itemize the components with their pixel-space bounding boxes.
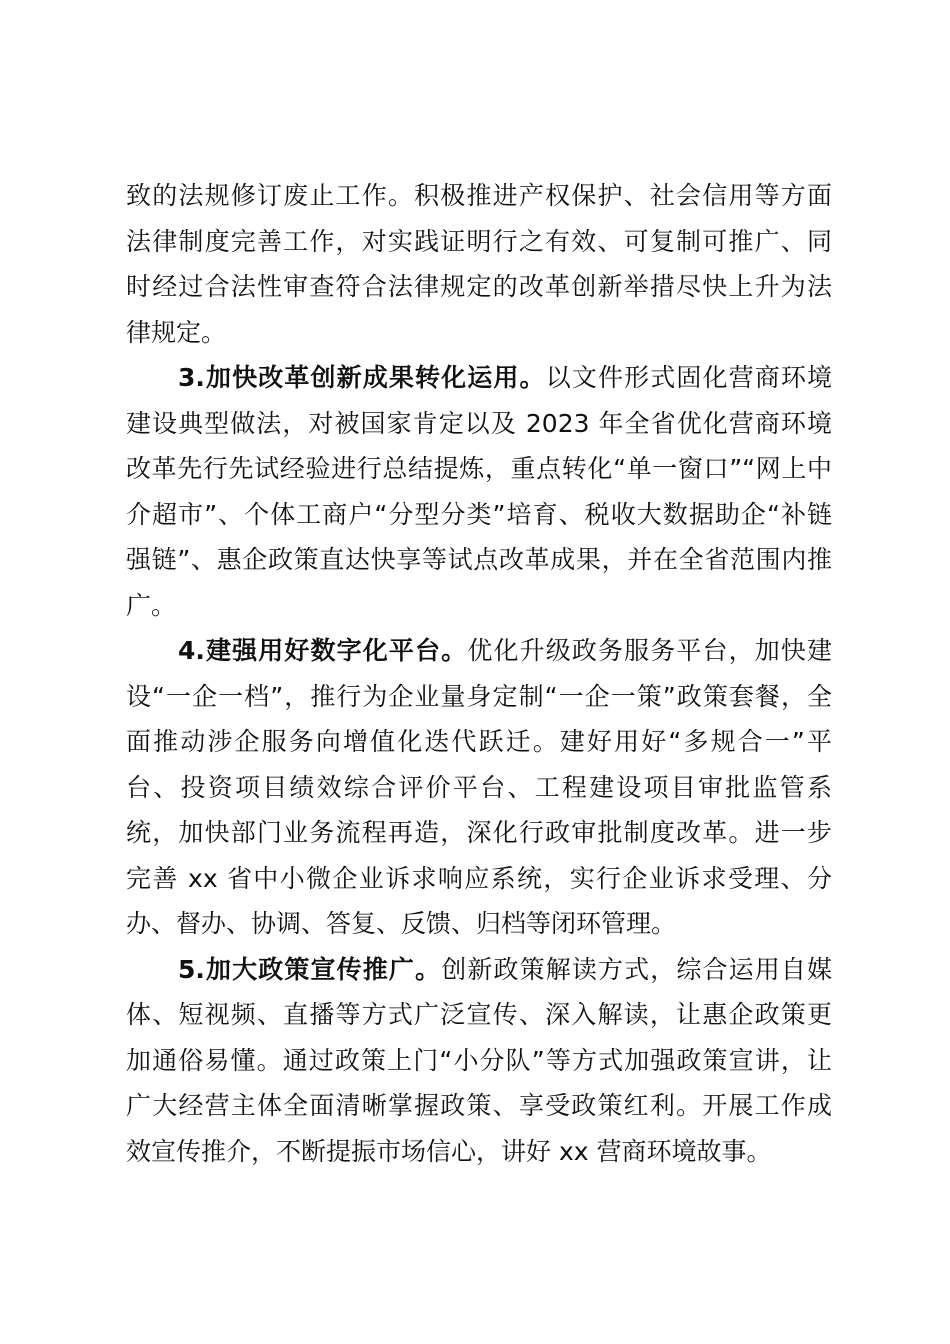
text-line: 设“一企一档”，推行为企业量身定制“一企一策”政策套餐，全 — [126, 681, 832, 711]
text-line: 律规定。 — [126, 317, 227, 347]
section-heading: 3.加快改革创新成果转化运用。 — [178, 363, 546, 392]
section-5 — [126, 947, 832, 1175]
paragraph-intro — [126, 173, 832, 355]
text-line: 面推动涉企服务向增值化迭代跃迁。建好用好“多规合一”平 — [126, 727, 832, 756]
text-line: 台、投资项目绩效综合评价平台、工程建设项目审批监管系 — [126, 772, 832, 802]
text-line: 致的法规修订废止工作。积极推进产权保护、社会信用等方面 — [126, 181, 832, 210]
text-line: 体、短视频、直播等方式广泛宣传、深入解读，让惠企政策更 — [126, 1000, 832, 1029]
section-first-line — [126, 355, 832, 401]
document-page — [126, 173, 832, 1174]
text-line: 加通俗易懂。通过政策上门“小分队”等方式加强政策宣讲，让 — [126, 1045, 832, 1075]
section-first-line-text: 优化升级政务服务平台，加快建 — [467, 636, 832, 665]
section-first-line-text: 以文件形式固化营商环境 — [545, 363, 832, 392]
section-first-line — [126, 947, 832, 993]
text-line: 广大经营主体全面清晰掌握政策、享受政策红利。开展工作成 — [126, 1091, 832, 1120]
text-line: 办、督办、协调、答复、反馈、归档等闭环管理。 — [126, 909, 677, 938]
section-first-line-text: 创新政策解读方式，综合运用自媒 — [441, 954, 832, 984]
text-line: 法律制度完善工作，对实践证明行之有效、可复制可推广、同 — [126, 226, 832, 256]
section-first-line — [126, 628, 832, 674]
section-4 — [126, 628, 832, 947]
text-line: 改革先行先试经验进行总结提炼，重点转化“单一窗口”“网上中 — [126, 454, 832, 483]
text-line: 介超市”、个体工商户“分型分类”培育、税收大数据助企“补链 — [126, 499, 832, 529]
section-heading: 5.加大政策宣传推广。 — [178, 954, 442, 984]
text-line: 广。 — [126, 590, 177, 620]
text-line: 统，加快部门业务流程再造，深化行政审批制度改革。进一步 — [126, 818, 832, 847]
text-line: 强链”、惠企政策直达快享等试点改革成果，并在全省范围内推 — [126, 545, 832, 574]
text-line: 建设典型做法，对被国家肯定以及 2023 年全省优化营商环境 — [126, 408, 832, 438]
text-line: 时经过合法性审查符合法律规定的改革创新举措尽快上升为法 — [126, 272, 832, 301]
text-line: 完善 xx 省中小微企业诉求响应系统，实行企业诉求受理、分 — [126, 863, 832, 893]
section-heading: 4.建强用好数字化平台。 — [178, 636, 468, 665]
text-line: 效宣传推介，不断提振市场信心，讲好 xx 营商环境故事。 — [126, 1136, 772, 1166]
section-3 — [126, 355, 832, 628]
